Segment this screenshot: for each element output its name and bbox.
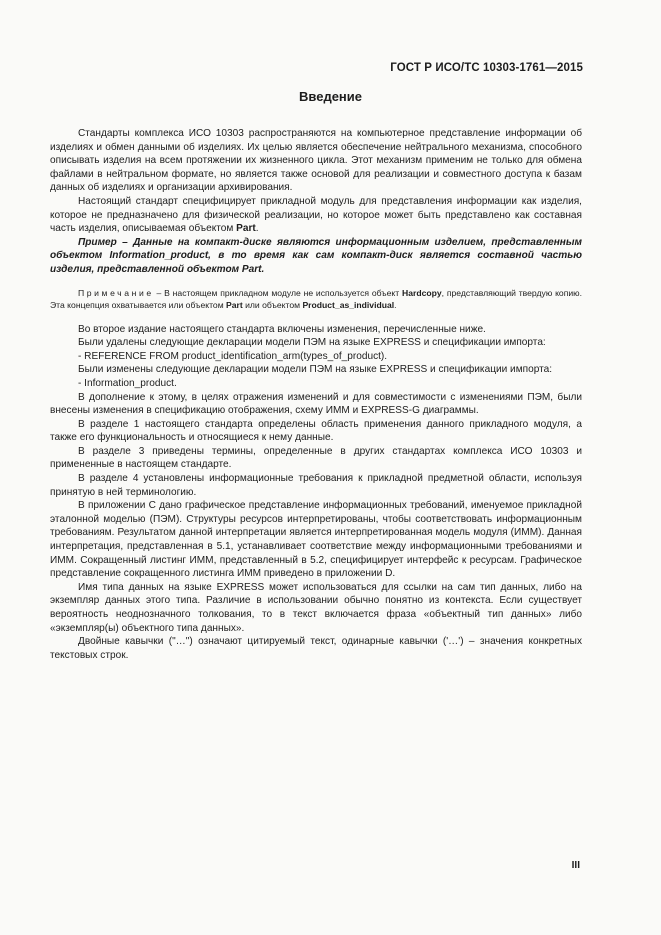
paragraph-section-3: В разделе 3 приведены термины, определенные в других стандартах комплекса ИСО 10303 и примененные в настоящем стандарте. [50,445,582,471]
paragraph-section-1: В разделе 1 настоящего стандарта определены область применения данного прикладного модуля, а также его функциональность и относящиеся к нему данные. [50,418,582,444]
paragraph-scope [50,195,582,236]
paragraph-standards: Стандарты комплекса ИСО 10303 распространяются на компьютерное представление информации об изделиях и обмен данными об изделиях. Их целью является обеспечение нейтрального механизма, способного описывать изделия на всем протяжении их жизненного цикла. Этот механизм применим не только для обмена файлами в нейтральном формате, но является также основой для реализации и совместного доступа к базам данных об изделиях и организации архивирования. [50,128,582,194]
page-number: III [571,860,580,871]
paragraph-express-types: Имя типа данных на языке EXPRESS может использоваться для ссылки на сам тип данных, либо на экземпляр данных этого типа. Различие в использовании обычно понятно из контекста. Если существует вероятность неоднозначного толкования, то в текст включается фраза «объектный тип данных» либо «экземпляр(ы) объектного типа данных». [50,581,582,634]
note-text: В настоящем прикладном модуле не используется объект [164,287,403,298]
body-text [50,127,582,662]
paragraph-second-edition: Во второе издание настоящего стандарта включены изменения, перечисленные ниже. [78,323,486,335]
entity-hardcopy: Hardcopy [402,287,442,298]
paragraph-removed: Были удалены следующие декларации модели ПЭМ на языке EXPRESS и спецификации импорта: [78,337,546,349]
paragraph-section-4: В разделе 4 установлены информационные требования к прикладной предметной области, используя принятую в ней терминологию. [50,473,582,498]
paragraph-additions: В дополнение к этому, в целях отражения изменений и для совместимости с изменениями ПЭМ, были внесены изменения в спецификацию отображения, схему ИММ и EXPRESS-G диаграммы. [50,391,582,417]
note-text-3: или объектом [242,299,303,310]
entity-part-note: Part [226,299,243,310]
paragraph-annex-c: В приложении C дано графическое представление информационных требований, именуемое прикладной эталонной моделью (ПЭМ). Структуры ресурсов интерпретированы, чтобы соответствовать информационным требованиям. Результатом данной интерпретации является интерпретированная модель модуля (ИММ). Данная интерпретация, представленная в 5.1, устанавливает соответствие между информационными требованиями и ИММ. Сокращенный листинг ИММ, представленный в 5.2, специфицирует интерфейс к ресурсам. Графическое представление сокращенного листинга ИММ приведено в приложении D. [50,500,582,580]
paragraph-changed: Были изменены следующие декларации модели ПЭМ на языке EXPRESS и спецификации импорта: [78,364,553,376]
list-item-removed: - REFERENCE FROM product_identification_arm(types_of_product). [78,350,388,362]
example-paragraph: Пример – Данные на компакт-диске являются информационным изделием, представленным объектом Information_product, в то время как сам компакт-диск является составной частью изделия, представленной объектом Part. [50,236,582,275]
note-label: Примечание [78,287,154,298]
paragraph-quotes: Двойные кавычки ("…") означают цитируемый текст, одинарные кавычки ('…') – значения конкретных текстовых строк. [50,636,582,661]
note-text-2: , представляющий твердую копию. Эта концепция охватывается или объектом [50,287,582,310]
entity-product-as-individual: Product_as_individual [302,299,395,310]
note-paragraph [50,287,582,311]
paragraph-scope-end: . [255,223,259,235]
section-title: Введение [299,89,362,104]
list-item-changed: - Information_product. [78,377,177,389]
entity-part: Part [236,223,256,235]
paragraph-scope-text: Настоящий стандарт специфицирует прикладной модуль для представления информации как изделия, которое не предназначено для физической реализации, но которое может быть представлено как составная часть изделия, описываемая объектом [50,195,582,235]
note-end: . [394,299,397,310]
document-identifier: ГОСТ Р ИСО/ТС 10303-1761—2015 [390,62,583,74]
note-dash: – [153,287,165,298]
